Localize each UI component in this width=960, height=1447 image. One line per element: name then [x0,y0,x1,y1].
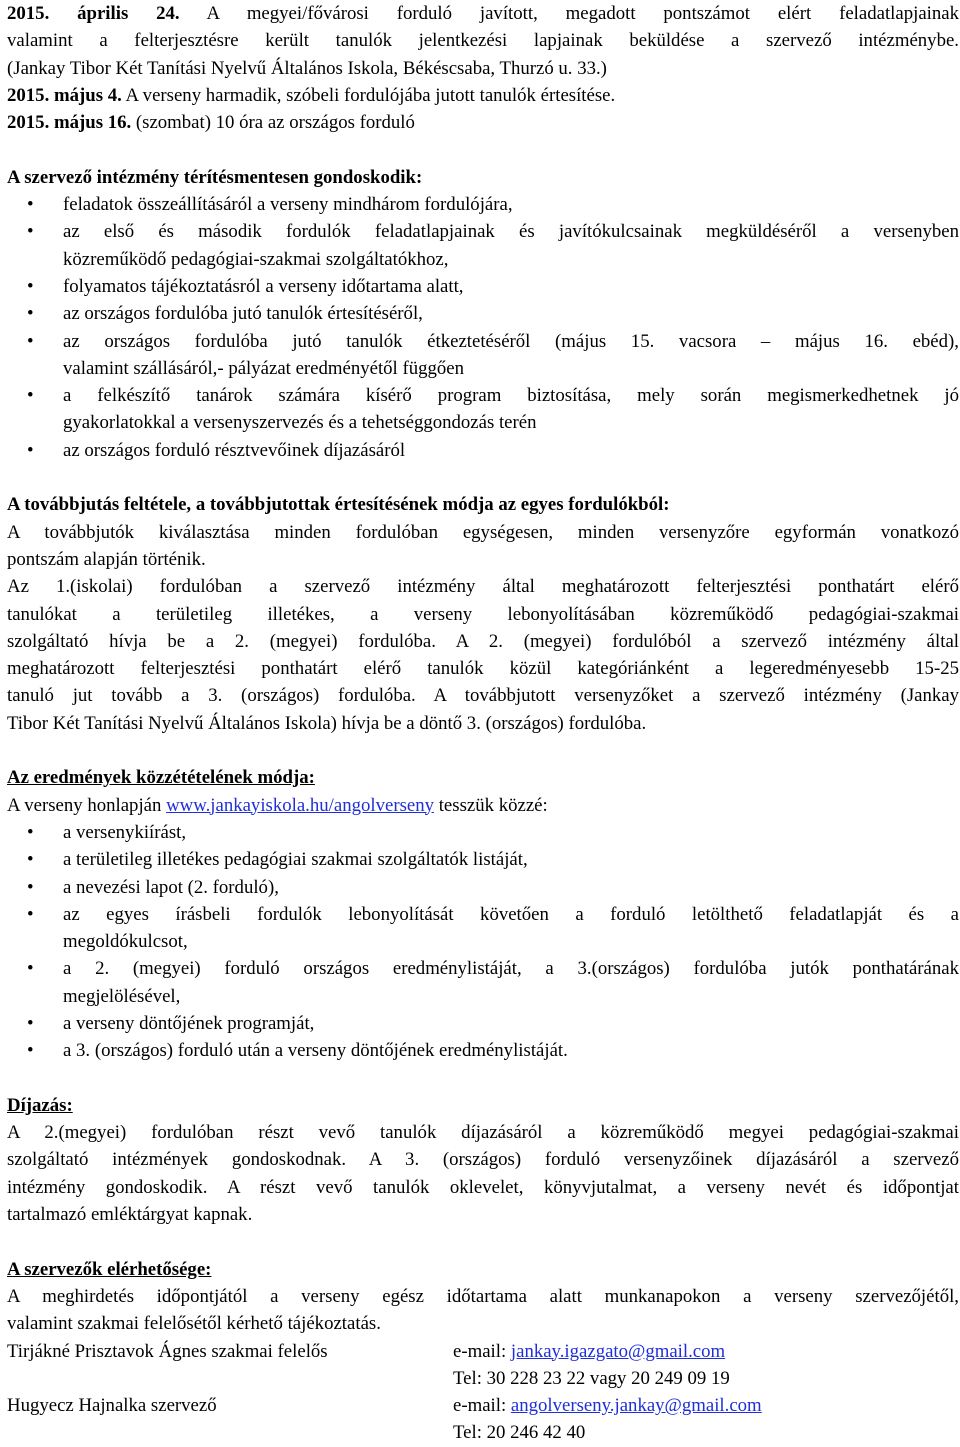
bullet-icon: • [27,1012,34,1034]
list-item [7,382,959,409]
email-label: e-mail: [453,1395,511,1417]
email-label: e-mail: [453,1340,511,1362]
schedule-line-4 [7,82,959,109]
organizer-heading: A szervező intézmény térítésmentesen gondoskodik: [7,166,423,188]
list-item-text: megoldókulcsot, [63,931,188,953]
list-item-text: az országos forduló résztvevőinek díjazásáról [63,439,406,461]
bullet-icon: • [27,330,34,352]
contact-row-2-phone [7,1419,959,1446]
paragraph-line: intézmény gondoskodik. A részt vevő tanulók oklevelet, könyvjutalmat, a verseny nevét és időpontjat [7,1176,959,1198]
list-item-text: feladatok összeállításáról a verseny mindhárom fordulójára, [63,194,513,216]
bullet-icon: • [27,385,34,407]
list-item-continuation [7,409,959,436]
schedule-line-5 [7,109,959,136]
list-item [7,901,959,928]
list-item-text: a nevezési lapot (2. forduló), [63,876,279,898]
contact-email-line [453,1338,725,1365]
email-link[interactable]: jankay.igazgato@gmail.com [510,1340,726,1362]
list-item-text: az egyes írásbeli fordulók lebonyolítását követően a forduló letölthető feladatlapját és a [63,903,959,925]
contact-row-1 [7,1338,959,1365]
schedule-line-2: valamint a felterjesztésre került tanulók jelentkezési lapjainak beküldése a szervező intézménybe. [7,30,959,52]
contacts-paragraph [7,1283,959,1338]
bullet-icon: • [27,221,34,243]
list-item-text: megjelölésével, [63,985,181,1007]
contact-name: Tirjákné Prisztavok Ágnes szakmai felelős [7,1340,328,1362]
contact-phone: Tel: 20 246 42 40 [453,1422,586,1444]
list-item-text: a versenykiírást, [63,821,187,843]
list-item-text: az országos fordulóba jutó tanulók értesítéséről, [63,303,423,325]
list-item-continuation [7,246,959,273]
list-item [7,955,959,982]
list-item [7,1010,959,1037]
list-item-continuation [7,355,959,382]
bullet-icon: • [27,958,34,980]
list-item-text: a 3. (országos) forduló után a verseny döntőjének eredménylistáját. [63,1040,568,1062]
list-item-continuation [7,983,959,1010]
list-item [7,437,959,464]
awards-paragraph [7,1119,959,1228]
results-intro [7,792,959,819]
list-item [7,1037,959,1064]
list-item [7,874,959,901]
advancement-heading: A továbbjutás feltétele, a továbbjutottak értesítésének módja az egyes fordulókból: [7,494,670,516]
paragraph-line: A továbbjutók kiválasztása minden fordulóban egységesen, minden versenyzőre egyformán vonatkozó [7,521,959,543]
website-link[interactable]: www.jankayiskola.hu/angolverseny [166,794,435,816]
list-item-text: közreműködő pedagógiai-szakmai szolgáltatókhoz, [63,248,449,270]
bullet-icon: • [27,439,34,461]
contact-phone: Tel: 30 228 23 22 vagy 20 249 09 19 [453,1367,730,1389]
schedule-text: (szombat) 10 óra az országos forduló [135,112,415,134]
list-item-text: az országos fordulóba jutó tanulók étkeztetéséről (május 15. vacsora – május 16. ebéd), [63,330,959,352]
paragraph-line: valamint szakmai felelősétől kérhető tájékoztatás. [7,1313,381,1335]
list-item-text: a verseny döntőjének programját, [63,1012,315,1034]
bullet-icon: • [27,876,34,898]
paragraph-line: meghatározott felterjesztési ponthatárt elérő tanulók közül kategóriánként a legeredményesebb 15-25 [7,658,959,680]
schedule-text: A verseny harmadik, szóbeli fordulójába jutott tanulók értesítése. [125,84,616,106]
awards-heading: Díjazás: [7,1094,73,1116]
list-item [7,819,959,846]
list-item-text: valamint szállásáról,- pályázat eredményétől függően [63,357,465,379]
list-item-text: folyamatos tájékoztatásról a verseny időtartama alatt, [63,275,464,297]
list-item [7,191,959,218]
list-item-text: az első és második fordulók feladatlapjainak és javítókulcsainak megküldéséről a versenyben [63,221,959,243]
results-intro-text: tesszük közzé: [434,794,548,816]
paragraph-line: Az 1.(iskolai) fordulóban a szervező intézmény által meghatározott felterjesztési ponthatárt elérő [7,576,959,598]
organizer-list [7,191,959,464]
schedule-date: 2015. április 24. [7,3,180,24]
bullet-icon: • [27,821,34,843]
paragraph-line: Tibor Két Tanítási Nyelvű Általános Iskola) hívja be a döntő 3. (országos) fordulóba. [7,712,647,734]
email-link[interactable]: angolverseny.jankay@gmail.com [510,1395,762,1417]
contact-row-1-phone [7,1365,959,1392]
schedule-text: A megyei/fővárosi forduló javított, megadott pontszámot elért feladatlapjainak [206,3,959,24]
results-list [7,819,959,1065]
results-heading: Az eredmények közzétételének módja: [7,767,315,789]
paragraph-line: A meghirdetés időpontjától a verseny egész időtartama alatt munkanapokon a verseny szervezőjétől, [7,1285,959,1307]
paragraph-line: tanulókat a területileg illetékes, a verseny lebonyolításában közreműködő pedagógiai-szakmai [7,603,959,625]
bullet-icon: • [27,194,34,216]
paragraph-line: szolgáltató intézmények gondoskodnak. A 3. (országos) forduló versenyzőinek díjazásáról a szervező [7,1149,959,1171]
bullet-icon: • [27,849,34,871]
list-item [7,846,959,873]
list-item [7,300,959,327]
paragraph-line: szolgáltató hívja be a 2. (megyei) fordulóba. A 2. (megyei) fordulóból a szervező intézmény által [7,630,959,652]
list-item-text: a területileg illetékes pedagógiai szakmai szolgáltatók listáját, [63,849,528,871]
list-item [7,273,959,300]
document-page [7,0,959,1447]
list-item-text: gyakorlatokkal a versenyszervezés és a tehetséggondozás terén [63,412,537,434]
bullet-icon: • [27,1040,34,1062]
schedule-line-1 [7,0,959,27]
paragraph-line: A 2.(megyei) fordulóban részt vevő tanulók díjazásáról a közreműködő megyei pedagógiai-szakmai [7,1122,959,1144]
list-item-continuation [7,928,959,955]
list-item-text: a 2. (megyei) forduló országos eredménylistáját, a 3.(országos) fordulóba jutók ponthatárának [63,958,959,980]
list-item [7,328,959,355]
schedule-line-3: (Jankay Tibor Két Tanítási Nyelvű Általános Iskola, Békéscsaba, Thurzó u. 33.) [7,57,607,79]
contact-row-2 [7,1392,959,1419]
advancement-paragraph [7,519,959,737]
schedule-date: 2015. május 16. [7,112,132,134]
paragraph-line: tanuló jut tovább a 3. (országos) fordulóba. A továbbjutott versenyzőket a szervező intézmény (Jankay [7,685,959,707]
contact-name: Hugyecz Hajnalka szervező [7,1395,217,1417]
bullet-icon: • [27,275,34,297]
contact-email-line [453,1392,762,1419]
contacts-heading: A szervezők elérhetősége: [7,1258,212,1280]
list-item [7,218,959,245]
bullet-icon: • [27,303,34,325]
bullet-icon: • [27,903,34,925]
list-item-text: a felkészítő tanárok számára kísérő program biztosítása, mely során megismerkedhetnek jó [63,385,959,407]
schedule-date: 2015. május 4. [7,84,122,106]
results-intro-text: A verseny honlapján [7,794,167,816]
paragraph-line: tartalmazó emléktárgyat kapnak. [7,1204,253,1226]
paragraph-line: pontszám alapján történik. [7,548,206,570]
